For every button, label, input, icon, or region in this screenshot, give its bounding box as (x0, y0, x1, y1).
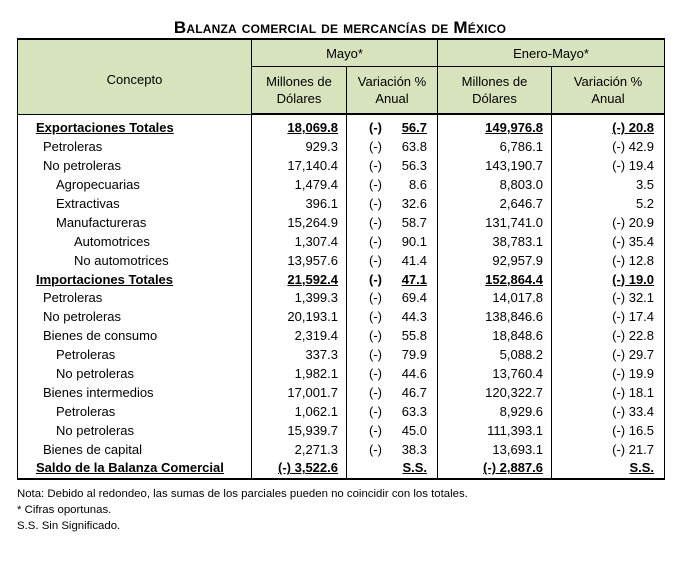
cell-enero-mayo-var-value: 5.2 (635, 196, 655, 211)
cell-enero-mayo-millones (438, 270, 552, 289)
row-label: Bienes intermedios (43, 384, 154, 400)
cell-mayo-var-value: 79.9 (401, 347, 428, 363)
row-label: Bienes de capital (43, 441, 143, 457)
cell-mayo-value: 396.1 (305, 196, 338, 211)
row-label: No petroleras (56, 366, 135, 382)
cell-mayo-value: 2,319.4 (294, 328, 338, 344)
header-concepto-label: Concepto (106, 72, 163, 87)
cell-mayo-variacion (347, 157, 438, 176)
cell-mayo-var-value: 44.3 (401, 309, 428, 325)
cell-enero-mayo-variacion (552, 365, 665, 384)
cell-enero-mayo-variacion (552, 138, 665, 157)
cell-mayo-variacion (347, 383, 438, 402)
cell-enero-mayo-value: 5,088.2 (499, 347, 544, 363)
cell-mayo-variacion (347, 327, 438, 346)
cell-concepto (18, 213, 252, 232)
table-row (18, 232, 665, 251)
cell-enero-mayo-millones (438, 308, 552, 327)
cell-enero-mayo-value: 120,322.7 (485, 384, 544, 400)
table-row (18, 176, 665, 195)
cell-enero-mayo-variacion (552, 402, 665, 421)
row-label: Automotrices (74, 233, 150, 249)
cell-enero-mayo-millones (438, 232, 552, 251)
cell-mayo-var-value: 46.7 (401, 384, 428, 400)
cell-enero-mayo-value: 13,760.4 (492, 366, 544, 382)
cell-mayo-value: 13,957.6 (287, 252, 338, 268)
cell-enero-mayo-variacion (552, 327, 665, 346)
cell-mayo-value: 929.3 (305, 139, 338, 155)
cell-mayo-var-value: 8.6 (408, 177, 428, 193)
cell-mayo-millones (252, 213, 347, 232)
cell-mayo-var-value: 56.3 (401, 158, 428, 174)
header-millones-mayo (252, 67, 347, 115)
cell-enero-mayo-millones (438, 176, 552, 195)
cell-enero-mayo-var-value: (-) 18.1 (612, 384, 655, 400)
cell-mayo-variacion (347, 346, 438, 365)
header-variacion-enero-mayo (552, 67, 665, 115)
cell-enero-mayo-millones (438, 213, 552, 232)
cell-mayo-value: 18,069.8 (287, 120, 338, 136)
cell-concepto (18, 157, 252, 176)
cell-mayo-value: 1,062.1 (294, 403, 338, 419)
cell-mayo-value: 1,982.1 (294, 366, 338, 382)
cell-concepto (18, 114, 252, 138)
cell-mayo-variacion (347, 195, 438, 214)
cell-concepto (18, 421, 252, 440)
cell-enero-mayo-value: 18,848.6 (492, 328, 544, 344)
cell-enero-mayo-var-value: (-) 32.1 (612, 290, 655, 306)
row-label: Extractivas (56, 196, 120, 211)
table-row (18, 440, 665, 459)
cell-enero-mayo-millones (438, 421, 552, 440)
row-label: No petroleras (56, 422, 135, 438)
cell-concepto (18, 308, 252, 327)
table-row (18, 157, 665, 176)
table-row (18, 270, 665, 289)
cell-mayo-variacion (347, 270, 438, 289)
table-row (18, 138, 665, 157)
cell-enero-mayo-variacion (552, 176, 665, 195)
cell-concepto (18, 383, 252, 402)
cell-mayo-value: 20,193.1 (287, 309, 338, 325)
header-variacion-mayo-line1: Variación % (357, 74, 427, 89)
header-millones-mayo-line2: Dólares (276, 91, 322, 106)
cell-enero-mayo-value: (-) 2,887.6 (483, 460, 544, 476)
cell-mayo-var-value: 41.4 (401, 252, 428, 268)
table-row (18, 346, 665, 365)
cell-mayo-variacion (347, 440, 438, 459)
row-label: No petroleras (43, 309, 122, 325)
cell-mayo-value: 17,001.7 (287, 384, 338, 400)
cell-concepto (18, 327, 252, 346)
table-row (18, 459, 665, 479)
cell-enero-mayo-var-value: (-) 22.8 (612, 328, 655, 344)
cell-mayo-variacion (347, 114, 438, 138)
cell-mayo-sign: (-) (369, 347, 382, 363)
cell-mayo-sign: (-) (369, 196, 382, 211)
cell-concepto (18, 440, 252, 459)
cell-enero-mayo-millones (438, 138, 552, 157)
cell-enero-mayo-value: 6,786.1 (499, 139, 544, 155)
cell-mayo-sign: (-) (369, 252, 382, 268)
cell-enero-mayo-var-value: (-) 20.8 (612, 120, 655, 136)
header-millones-enero-mayo-line2: Dólares (472, 91, 517, 106)
cell-mayo-millones (252, 308, 347, 327)
cell-enero-mayo-variacion (552, 346, 665, 365)
cell-enero-mayo-variacion (552, 232, 665, 251)
cell-enero-mayo-variacion (552, 440, 665, 459)
cell-mayo-sign: (-) (369, 290, 382, 306)
table-row (18, 308, 665, 327)
cell-mayo-variacion (347, 402, 438, 421)
cell-mayo-variacion (347, 176, 438, 195)
cell-mayo-sign: (-) (369, 120, 382, 136)
cell-enero-mayo-millones (438, 251, 552, 270)
row-label: Petroleras (43, 290, 103, 306)
cell-mayo-var-value: 63.3 (401, 403, 428, 419)
cell-mayo-variacion (347, 232, 438, 251)
cell-mayo-value: 21,592.4 (287, 271, 338, 287)
cell-enero-mayo-variacion (552, 157, 665, 176)
row-label: Saldo de la Balanza Comercial (36, 460, 224, 476)
cell-enero-mayo-millones (438, 346, 552, 365)
header-enero-mayo (438, 39, 665, 67)
header-concepto (18, 39, 252, 114)
cell-enero-mayo-variacion (552, 289, 665, 308)
header-variacion-enero-mayo-line1: Variación % (573, 74, 643, 89)
cell-enero-mayo-millones (438, 365, 552, 384)
cell-mayo-millones (252, 440, 347, 459)
cell-mayo-sign: (-) (369, 441, 382, 457)
cell-mayo-millones (252, 327, 347, 346)
cell-mayo-sign: (-) (369, 233, 382, 249)
cell-concepto (18, 251, 252, 270)
cell-enero-mayo-variacion (552, 270, 665, 289)
cell-enero-mayo-variacion (552, 213, 665, 232)
table-row (18, 365, 665, 384)
cell-enero-mayo-var-value: (-) 19.9 (612, 366, 655, 382)
cell-concepto (18, 346, 252, 365)
cell-mayo-value: 15,264.9 (287, 214, 338, 230)
cell-mayo-variacion (347, 213, 438, 232)
cell-mayo-var-value: 32.6 (401, 196, 428, 211)
cell-mayo-sign: (-) (369, 403, 382, 419)
cell-enero-mayo-var-value: (-) 19.0 (612, 271, 655, 287)
table-row (18, 402, 665, 421)
cell-enero-mayo-value: 38,783.1 (492, 233, 544, 249)
cell-mayo-variacion (347, 251, 438, 270)
cell-enero-mayo-millones (438, 289, 552, 308)
cell-enero-mayo-value: 8,803.0 (499, 177, 544, 193)
cell-mayo-millones (252, 289, 347, 308)
cell-enero-mayo-var-value: (-) 42.9 (612, 139, 655, 155)
cell-mayo-variacion (347, 289, 438, 308)
cell-enero-mayo-variacion (552, 421, 665, 440)
cell-concepto (18, 289, 252, 308)
cell-mayo-sign: (-) (369, 384, 382, 400)
cell-mayo-millones (252, 402, 347, 421)
cell-mayo-sign: (-) (369, 271, 382, 287)
cell-enero-mayo-millones (438, 402, 552, 421)
cell-enero-mayo-var-value: (-) 21.7 (612, 441, 655, 457)
cell-mayo-value: 1,399.3 (294, 290, 338, 306)
cell-mayo-millones (252, 138, 347, 157)
cell-enero-mayo-var-value: 3.5 (635, 177, 655, 193)
cell-enero-mayo-value: 138,846.6 (485, 309, 544, 325)
header-millones-enero-mayo-line1: Millones de (461, 74, 528, 89)
footnote-ss: S.S. Sin Significado. (17, 520, 121, 532)
cell-mayo-variacion (347, 138, 438, 157)
cell-mayo-value: 15,939.7 (287, 422, 338, 438)
cell-mayo-var-value: 45.0 (401, 422, 428, 438)
cell-enero-mayo-millones (438, 459, 552, 479)
cell-mayo-sign: (-) (369, 366, 382, 382)
cell-mayo-millones (252, 383, 347, 402)
header-millones-mayo-line1: Millones de (266, 74, 332, 89)
cell-mayo-millones (252, 251, 347, 270)
cell-mayo-millones (252, 270, 347, 289)
cell-mayo-value: 2,271.3 (294, 441, 338, 457)
header-variacion-mayo (347, 67, 438, 115)
cell-enero-mayo-var-value: (-) 16.5 (612, 422, 655, 438)
cell-mayo-millones (252, 421, 347, 440)
cell-mayo-sign: (-) (369, 309, 382, 325)
cell-mayo-millones (252, 176, 347, 195)
row-label: No automotrices (74, 252, 169, 268)
cell-mayo-value: 337.3 (305, 347, 338, 363)
cell-enero-mayo-var-value: (-) 29.7 (612, 347, 655, 363)
cell-enero-mayo-variacion (552, 251, 665, 270)
cell-mayo-sign: (-) (369, 214, 382, 230)
row-label: No petroleras (43, 158, 122, 174)
cell-enero-mayo-millones (438, 195, 552, 214)
cell-enero-mayo-variacion (552, 308, 665, 327)
cell-enero-mayo-var-value: (-) 17.4 (612, 309, 655, 325)
cell-mayo-sign: (-) (369, 158, 382, 174)
cell-enero-mayo-var-value: (-) 33.4 (612, 403, 655, 419)
cell-enero-mayo-variacion (552, 114, 665, 138)
cell-mayo-variacion (347, 459, 438, 479)
footnotes (17, 486, 468, 534)
row-label: Exportaciones Totales (36, 120, 174, 136)
cell-enero-mayo-value: 2,646.7 (499, 196, 544, 211)
cell-enero-mayo-millones (438, 157, 552, 176)
cell-mayo-value: 1,307.4 (294, 233, 338, 249)
cell-mayo-millones (252, 459, 347, 479)
cell-mayo-sign: (-) (369, 139, 382, 155)
cell-mayo-sign: (-) (369, 328, 382, 344)
cell-enero-mayo-value: 14,017.8 (492, 290, 544, 306)
table-row (18, 421, 665, 440)
footnote-rounding: Nota: Debido al redondeo, las sumas de los parciales pueden no coincidir con los totales. (17, 488, 468, 500)
cell-concepto (18, 195, 252, 214)
header-mayo-label: Mayo* (326, 45, 363, 61)
cell-mayo-var-value: 38.3 (401, 441, 428, 457)
row-label: Manufactureras (56, 214, 147, 230)
cell-enero-mayo-value: 111,393.1 (487, 422, 544, 438)
cell-mayo-variacion (347, 308, 438, 327)
cell-mayo-sign: (-) (369, 422, 382, 438)
row-label: Petroleras (56, 403, 116, 419)
cell-mayo-variacion (347, 421, 438, 440)
cell-mayo-var-value: 44.6 (401, 366, 428, 382)
cell-enero-mayo-millones (438, 383, 552, 402)
header-variacion-enero-mayo-line2: Anual (591, 91, 625, 106)
cell-enero-mayo-millones (438, 440, 552, 459)
cell-mayo-value: 1,479.4 (294, 177, 338, 193)
header-enero-mayo-label: Enero-Mayo* (513, 45, 589, 61)
cell-mayo-var-value: 63.8 (401, 139, 428, 155)
cell-mayo-var-value: S.S. (402, 460, 428, 476)
cell-mayo-millones (252, 114, 347, 138)
cell-concepto (18, 232, 252, 251)
cell-concepto (18, 402, 252, 421)
cell-enero-mayo-millones (438, 114, 552, 138)
cell-mayo-value: (-) 3,522.6 (278, 460, 338, 476)
cell-mayo-millones (252, 195, 347, 214)
cell-concepto (18, 459, 252, 479)
cell-enero-mayo-var-value: (-) 20.9 (612, 214, 655, 230)
cell-mayo-var-value: 90.1 (401, 233, 428, 249)
cell-enero-mayo-value: 131,741.0 (485, 214, 544, 230)
row-label: Importaciones Totales (36, 271, 174, 287)
cell-mayo-millones (252, 365, 347, 384)
row-label: Bienes de consumo (43, 328, 158, 344)
cell-concepto (18, 365, 252, 384)
cell-enero-mayo-value: 8,929.6 (499, 403, 544, 419)
header-variacion-mayo-line2: Anual (375, 91, 409, 106)
cell-mayo-millones (252, 232, 347, 251)
row-label: Petroleras (56, 347, 116, 363)
cell-enero-mayo-var-value: (-) 35.4 (612, 233, 655, 249)
cell-mayo-sign: (-) (369, 177, 382, 193)
cell-enero-mayo-value: 143,190.7 (485, 158, 544, 174)
cell-concepto (18, 270, 252, 289)
cell-enero-mayo-value: 92,957.9 (492, 252, 544, 268)
header-mayo (252, 39, 438, 67)
table-row (18, 383, 665, 402)
row-label: Petroleras (43, 139, 103, 155)
table-row (18, 114, 665, 138)
row-label: Agropecuarias (56, 177, 140, 193)
table-row (18, 251, 665, 270)
cell-enero-mayo-millones (438, 327, 552, 346)
cell-mayo-millones (252, 346, 347, 365)
cell-enero-mayo-variacion (552, 459, 665, 479)
header-millones-enero-mayo (438, 67, 552, 115)
table-row (18, 213, 665, 232)
cell-concepto (18, 138, 252, 157)
cell-mayo-var-value: 56.7 (401, 120, 428, 136)
cell-mayo-millones (252, 157, 347, 176)
trade-balance-table (17, 38, 665, 480)
table-row (18, 289, 665, 308)
table-row (18, 327, 665, 346)
cell-enero-mayo-var-value: (-) 12.8 (612, 252, 655, 268)
cell-enero-mayo-var-value: S.S. (629, 460, 655, 476)
cell-enero-mayo-var-value: (-) 19.4 (612, 158, 655, 174)
cell-mayo-var-value: 47.1 (401, 271, 428, 287)
footnote-cifras: * Cifras oportunas. (17, 504, 112, 516)
cell-concepto (18, 176, 252, 195)
cell-enero-mayo-variacion (552, 195, 665, 214)
cell-enero-mayo-value: 13,693.1 (492, 441, 544, 457)
cell-mayo-var-value: 55.8 (401, 328, 428, 344)
cell-enero-mayo-value: 152,864.4 (485, 271, 544, 287)
table-row (18, 195, 665, 214)
cell-enero-mayo-variacion (552, 383, 665, 402)
cell-enero-mayo-value: 149,976.8 (485, 120, 544, 136)
title-text: Balanza comercial de mercancías de México (173, 18, 507, 37)
cell-mayo-variacion (347, 365, 438, 384)
cell-mayo-var-value: 58.7 (401, 214, 428, 230)
cell-mayo-var-value: 69.4 (401, 290, 428, 306)
document-title (0, 18, 680, 38)
cell-mayo-value: 17,140.4 (287, 158, 338, 174)
